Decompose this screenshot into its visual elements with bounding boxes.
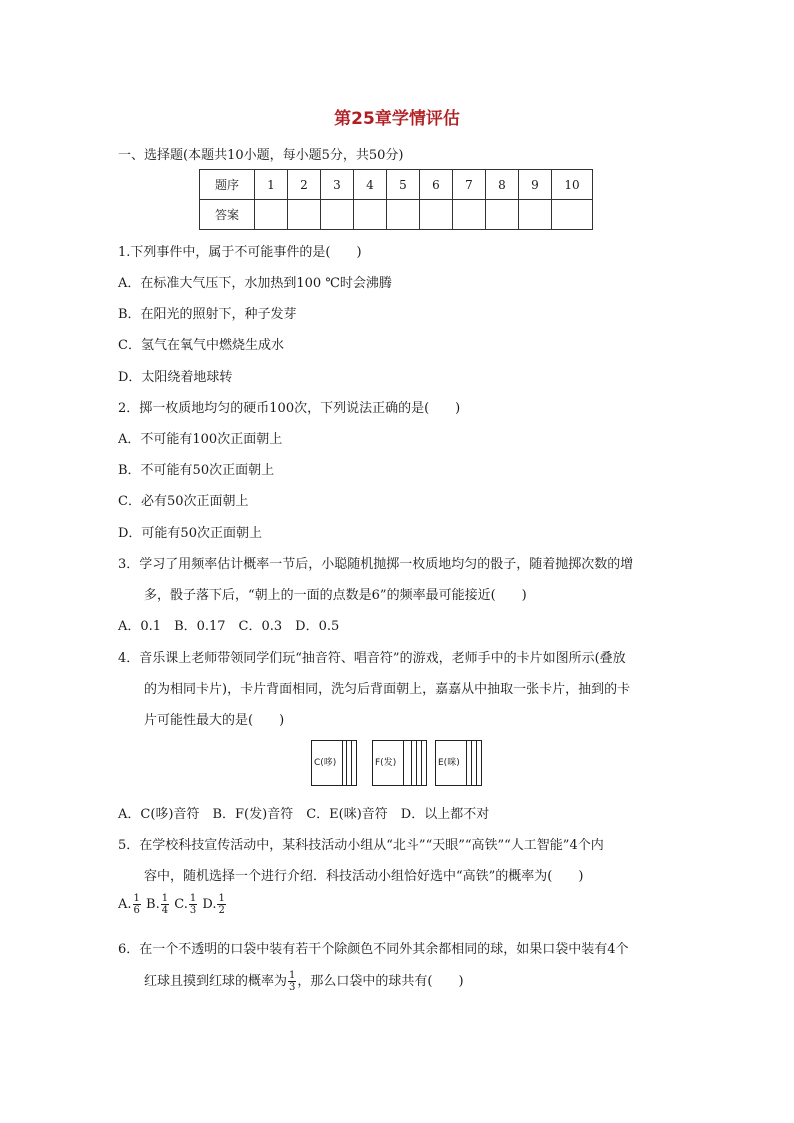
q1-stem: 1.下列事件中，属于不可能事件的是( )	[118, 245, 362, 260]
table-number-cell: 2	[288, 170, 321, 200]
card-front	[311, 740, 343, 786]
answer-cell	[387, 200, 420, 230]
q6-probability-fraction	[288, 970, 296, 993]
card-label-f: F(发)	[375, 758, 397, 768]
fraction-numerator: 1	[189, 893, 197, 904]
fraction-numerator: 1	[133, 893, 140, 904]
table-number-cell: 1	[255, 170, 288, 200]
fraction-denominator: 3	[289, 982, 296, 993]
q1-option-a: A．在标准大气压下，水加热到100 ℃时会沸腾	[118, 276, 392, 291]
fraction-numerator: 1	[218, 893, 225, 904]
fraction-denominator: 3	[189, 905, 197, 916]
q4-stem-line2: 的为相同卡片)，卡片背面相同，洗匀后背面朝上，嘉嘉从中抽取一张卡片，抽到的卡	[144, 682, 631, 697]
card-label-e: E(咪)	[438, 758, 460, 768]
q5-option-d-label: D.	[202, 897, 217, 912]
q5-stem-line1: 5．在学校科技宣传活动中，某科技活动小组从“北斗”“天眼”“高铁”“人工智能”4个内	[118, 838, 604, 853]
q3-stem-line1: 3．学习了用频率估计概率一节后，小聪随机抛掷一枚质地均匀的骰子，随着抛掷次数的增	[118, 557, 634, 572]
q5-option-c-label: C.	[174, 897, 188, 912]
answer-table	[199, 169, 593, 230]
fraction-denominator: 6	[133, 905, 140, 916]
q5-option-d-fraction	[217, 893, 225, 916]
q5-option-c-fraction	[189, 893, 197, 916]
q4-stem-line1: 4．音乐课上老师带领同学们玩“抽音符、唱音符”的游戏，老师手中的卡片如图所示(叠放	[118, 651, 626, 666]
answer-cell	[255, 200, 288, 230]
q3-stem-line2: 多，骰子落下后，“朝上的一面的点数是6”的频率最可能接近( )	[144, 588, 527, 603]
answer-cell	[288, 200, 321, 230]
answer-cell	[552, 200, 593, 230]
answer-cell	[420, 200, 453, 230]
fraction-numerator: 1	[161, 893, 169, 904]
q5-options	[118, 893, 227, 916]
card-label-c: C(哆)	[314, 758, 337, 768]
answer-cell	[519, 200, 552, 230]
q4-stem-line3: 片可能性最大的是( )	[144, 713, 285, 728]
q1-option-d: D．太阳绕着地球转	[118, 370, 233, 385]
table-number-cell: 10	[552, 170, 593, 200]
page-title: 第25章学情评估	[334, 109, 460, 129]
table-row-numbers	[200, 170, 593, 200]
q2-option-b: B．不可能有50次正面朝上	[118, 463, 275, 478]
q3-options: A．0.1 B．0.17 C．0.3 D．0.5	[118, 619, 340, 634]
fraction-numerator: 1	[289, 970, 296, 981]
table-number-cell: 9	[519, 170, 552, 200]
table-number-cell: 6	[420, 170, 453, 200]
card-front	[372, 740, 404, 786]
card-stack-c	[311, 740, 357, 786]
q2-stem: 2．掷一枚质地均匀的硬币100次，下列说法正确的是( )	[118, 401, 461, 416]
q5-stem-line2: 容中，随机选择一个进行介绍．科技活动小组恰好选中“高铁”的概率为( )	[144, 869, 584, 884]
answer-cell	[321, 200, 354, 230]
q6-stem-line1: 6．在一个不透明的口袋中装有若干个除颜色不同外其余都相同的球，如果口袋中装有4个	[118, 942, 629, 957]
q1-option-c: C．氢气在氧气中燃烧生成水	[118, 338, 284, 353]
table-number-cell: 3	[321, 170, 354, 200]
table-number-cell: 7	[453, 170, 486, 200]
answer-cell	[453, 200, 486, 230]
q1-option-b: B．在阳光的照射下，种子发芽	[118, 307, 297, 322]
card-stack-e	[435, 740, 481, 786]
q2-option-d: D．可能有50次正面朝上	[118, 526, 262, 541]
q2-option-c: C．必有50次正面朝上	[118, 494, 249, 509]
answer-cell	[486, 200, 519, 230]
card-front	[435, 740, 467, 786]
answer-cell	[354, 200, 387, 230]
table-number-cell: 5	[387, 170, 420, 200]
card-stack-f	[372, 740, 418, 786]
q4-options: A．C(哆)音符 B．F(发)音符 C．E(咪)音符 D．以上都不对	[118, 807, 490, 822]
q6-stem-line2	[144, 970, 464, 993]
q6-stem-part1: 红球且摸到红球的概率为	[144, 974, 288, 989]
q5-option-a-fraction	[133, 893, 141, 916]
table-header-cell: 答案	[200, 200, 255, 230]
q5-option-a-label: A.	[118, 897, 132, 912]
q5-option-b-fraction	[161, 893, 169, 916]
card-figure	[0, 740, 794, 790]
section-heading: 一、选择题(本题共10小题，每小题5分，共50分)	[118, 148, 404, 163]
q2-option-a: A．不可能有100次正面朝上	[118, 432, 283, 447]
table-number-cell: 4	[354, 170, 387, 200]
q6-stem-part2: ，那么口袋中的球共有( )	[297, 974, 464, 989]
fraction-denominator: 4	[161, 905, 169, 916]
table-header-cell: 题序	[200, 170, 255, 200]
fraction-denominator: 2	[218, 905, 225, 916]
table-number-cell: 8	[486, 170, 519, 200]
table-row-answers	[200, 200, 593, 230]
q5-option-b-label: B.	[146, 897, 160, 912]
